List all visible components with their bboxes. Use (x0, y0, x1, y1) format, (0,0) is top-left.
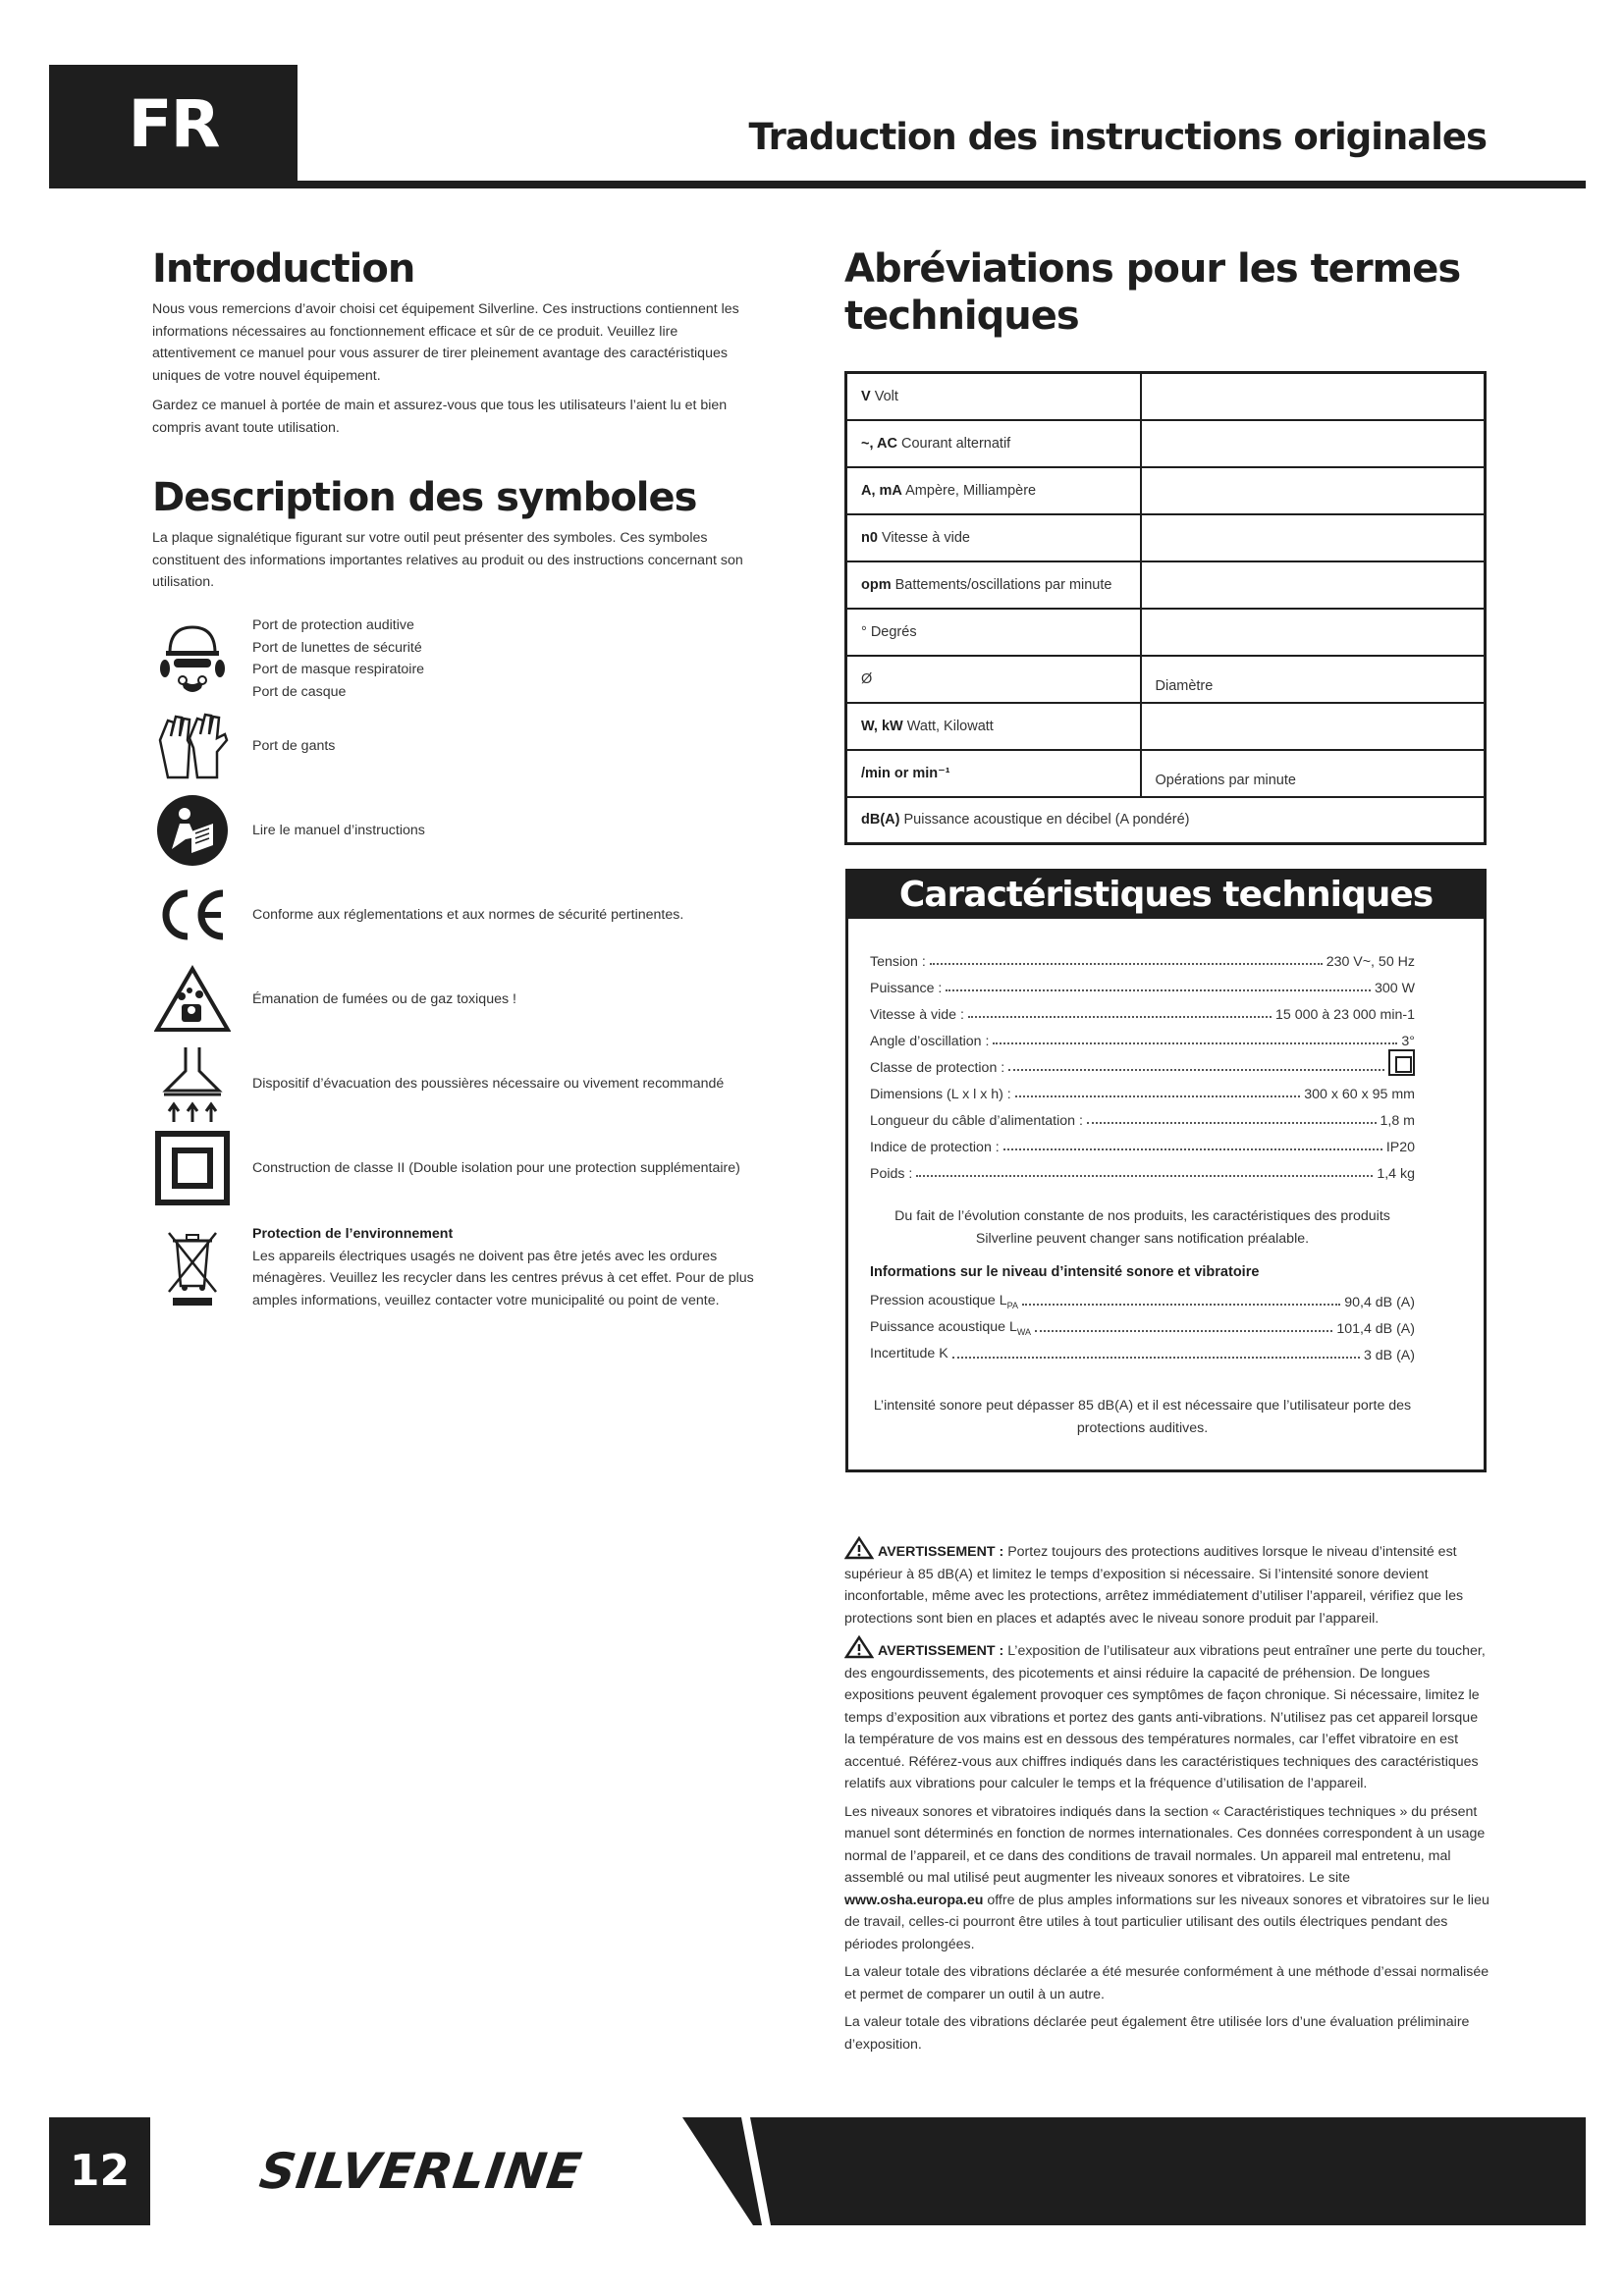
left-column (152, 245, 761, 594)
abbreviations-table (844, 371, 1487, 845)
footer-divider (150, 2117, 164, 2225)
spec-row: Puissance : 300 W (870, 981, 1415, 996)
symbol-text: Port de gants (252, 737, 336, 754)
osha-link[interactable]: www.osha.europa.eu (844, 1892, 984, 1908)
symbol-row (152, 1126, 781, 1210)
symbols-list (152, 614, 781, 1316)
abbr-row (846, 750, 1486, 797)
dust-extraction-icon (152, 1043, 233, 1124)
spec-row: Vitesse à vide : 15 000 à 23 000 min-1 (870, 1007, 1415, 1023)
abbr-meaning (1141, 561, 1486, 609)
abbr-term: dB(A) Puissance acoustique en décibel (A pondéré) (846, 797, 1486, 844)
abbr-term: Ø (846, 656, 1141, 703)
sound-heading: Informations sur le niveau d’intensité sonore et vibratoire (870, 1264, 1260, 1280)
abbr-term: V Volt (846, 373, 1141, 420)
specifications-heading: Caractéristiques techniques (848, 872, 1484, 919)
page-number: 12 (69, 2146, 131, 2196)
spec-row: Angle d’oscillation : 3° (870, 1034, 1415, 1049)
page-title: Traduction des instructions originales (748, 116, 1487, 158)
noise-info-paragraph: Les niveaux sonores et vibratoires indiqués dans la section « Caractéristiques techniques » du présent manuel sont déterminés en fonction de normes internationales. Ces données correspondent à un usage normal de l’appareil, et ce dans des conditions de travail normales. Un appareil mal entretenu, mal assemblé ou mal utilisé peut augmenter les niveaux sonores et vibratoires. Le site www.osha.europa.eu offre de plus amples informations sur les niveaux sonores et vibratoires sur le lieu de travail, celles-ci pourront être utiles à tout particulier utilisant des outils électriques pendant des périodes prolongées. (844, 1803, 1489, 1952)
abbr-row (846, 467, 1486, 514)
abbr-row (846, 514, 1486, 561)
sound-row: Pression acoustique $L_{PA}$ 90,4 dB (A) (870, 1293, 1415, 1310)
language-code: FR (128, 86, 219, 162)
abbr-heading: Abréviations pour les termes techniques (844, 246, 1461, 339)
warning-icon (844, 1635, 874, 1659)
intro-paragraph-2: Gardez ce manuel à portée de main et assurez-vous que tous les utilisateurs l’aient lu et bien compris avant toute utilisation. (152, 398, 728, 436)
language-tab (49, 65, 298, 187)
sound-list (870, 1284, 1415, 1363)
symbol-text: Construction de classe II (Double isolation pour une protection supplémentaire) (252, 1159, 740, 1176)
footer-stripe (741, 2117, 771, 2225)
brand-logo: SILVERLINE (255, 2143, 586, 2200)
vibration-info-paragraph-2: La valeur totale des vibrations déclarée peut également être utilisée lors d’une évaluation préliminaire d’exposition. (844, 2014, 1470, 2053)
abbr-meaning (1141, 609, 1486, 656)
symbol-text: Conforme aux réglementations et aux normes de sécurité pertinentes. (252, 906, 684, 923)
symbol-row (152, 1041, 781, 1126)
abbr-meaning: Diamètre (1141, 656, 1486, 703)
abbr-term: /min or min⁻¹ (846, 750, 1141, 797)
abbr-row (846, 797, 1486, 844)
symbol-text: Port de protection auditive Port de lunettes de sécurité Port de masque respiratoire Port de casque (252, 617, 425, 700)
abbr-term: opm Battements/oscillations par minute (846, 561, 1141, 609)
abbr-row (846, 656, 1486, 703)
warning-vibration: AVERTISSEMENT : L’exposition de l’utilisateur aux vibrations peut entraîner une perte du toucher, des engourdissements, des picotements et ainsi réduire la capacité de préhension. De longues expositions peuvent également provoquer ces symptômes de façon chronique. Si nécessaire, limitez le temps d’exposition aux vibrations et portez des gants anti-vibrations. N’utilisez pas cet appareil lorsque la température de vos mains est en dessous des températures normales, car l’effet vibratoire en est accentué. Référez-vous aux chiffres indiqués dans les caractéristiques techniques des caractéristiques relatifs aux vibrations pour calculer le temps et la fréquence d’utilisation de l’appareil. (844, 1635, 1492, 1795)
abbr-term: W, kW Watt, Kilowatt (846, 703, 1141, 750)
header-rule (49, 181, 1586, 188)
specifications-box (845, 869, 1487, 1472)
sound-note: L’intensité sonore peut dépasser 85 dB(A) et il est nécessaire que l’utilisateur porte des protections auditives. (873, 1398, 1412, 1436)
abbr-meaning: Opérations par minute (1141, 750, 1486, 797)
warnings-section (844, 1536, 1492, 2061)
ce-mark-icon (152, 875, 233, 955)
sound-row: Puissance acoustique $L_{WA}$ 101,4 dB (A) (870, 1319, 1415, 1337)
intro-heading: Introduction (152, 246, 415, 292)
vibration-info-paragraph-1: La valeur totale des vibrations déclarée a été mesurée conformément à une méthode d’essai normalisée et permet de comparer un outil à un autre. (844, 1964, 1489, 2002)
warning-icon (844, 1536, 874, 1560)
abbr-row (846, 561, 1486, 609)
abbr-term: ~, AC Courant alternatif (846, 420, 1141, 467)
spec-row: Poids : 1,4 kg (870, 1166, 1415, 1182)
spec-row: Longueur du câble d’alimentation : 1,8 m (870, 1113, 1415, 1129)
class-ii-icon (152, 1128, 233, 1208)
spec-row: Tension : 230 V~, 50 Hz (870, 954, 1415, 970)
spec-row: Dimensions (L x l x h) : 300 x 60 x 95 mm (870, 1087, 1415, 1102)
gloves-icon (152, 706, 233, 786)
abbr-row (846, 373, 1486, 420)
spec-row: Classe de protection : (870, 1049, 1415, 1076)
symbol-row (152, 614, 781, 704)
environment-title: Protection de l’environnement (252, 1226, 454, 1242)
abbr-meaning (1141, 467, 1486, 514)
footer-bar (49, 2117, 1586, 2225)
abbr-term: ° Degrés (846, 609, 1141, 656)
toxic-fumes-icon (152, 959, 233, 1040)
abbr-term: A, mA Ampère, Milliampère (846, 467, 1141, 514)
abbr-meaning (1141, 514, 1486, 561)
right-column (844, 245, 1488, 340)
warning-noise: AVERTISSEMENT : Portez toujours des protections auditives lorsque le niveau d’intensité est supérieur à 85 dB(A) et limitez le temps d’exposition si nécessaire. Si l’intensité sonore devient inconfortable, même avec les protections, arrêtez immédiatement d’utiliser l’appareil, vérifiez que les protections sont bien en places et adaptés avec le niveau sonore produit par l’appareil. (844, 1536, 1492, 1629)
specifications-note: Du fait de l’évolution constante de nos produits, les caractéristiques des produits Silverline peuvent changer sans notification préalable. (894, 1208, 1390, 1247)
environment-body: Les appareils électriques usagés ne doivent pas être jetés avec les ordures ménagères. Veuillez les recycler dans les centres prévus à cet effet. Pour de plus amples informations, veuillez contacter votre municipalité ou point de vente. (252, 1248, 754, 1308)
read-manual-icon (152, 790, 233, 871)
abbr-row (846, 609, 1486, 656)
symbol-row (152, 788, 781, 873)
ppe-head-icon (152, 618, 233, 699)
symbol-text: Lire le manuel d’instructions (252, 822, 425, 838)
abbr-meaning (1141, 420, 1486, 467)
class-ii-icon (1388, 1049, 1415, 1076)
abbr-row (846, 420, 1486, 467)
symbols-paragraph: La plaque signalétique figurant sur votre outil peut présenter des symboles. Ces symboles constituent des informations importantes relatives au produit ou des instructions concernant son utilisation. (152, 530, 743, 590)
symbol-text: Dispositif d’évacuation des poussières nécessaire ou vivement recommandé (252, 1075, 725, 1092)
abbr-meaning (1141, 703, 1486, 750)
intro-paragraph-1: Nous vous remercions d’avoir choisi cet équipement Silverline. Ces instructions contiennent les informations nécessaires au fonctionnement efficace et sûr de ce produit. Veuillez lire attentivement ce manuel pour vous assurer de tirer pleinement avantage des caractéristiques uniques de votre nouvel équipement. (152, 301, 739, 384)
sound-row: Incertitude K 3 dB (A) (870, 1346, 1415, 1363)
symbol-row-environment (152, 1218, 781, 1316)
symbol-text: Émanation de fumées ou de gaz toxiques ! (252, 990, 516, 1007)
symbol-row (152, 873, 781, 957)
environment-text (252, 1223, 781, 1311)
symbol-row (152, 704, 781, 788)
abbr-meaning (1141, 373, 1486, 420)
spec-row: Indice de protection : IP20 (870, 1140, 1415, 1155)
symbol-row (152, 957, 781, 1041)
abbr-row (846, 703, 1486, 750)
specifications-list (870, 943, 1415, 1182)
symbols-heading: Description des symboles (152, 475, 697, 520)
weee-bin-icon (152, 1227, 233, 1308)
abbr-term: n0 Vitesse à vide (846, 514, 1141, 561)
